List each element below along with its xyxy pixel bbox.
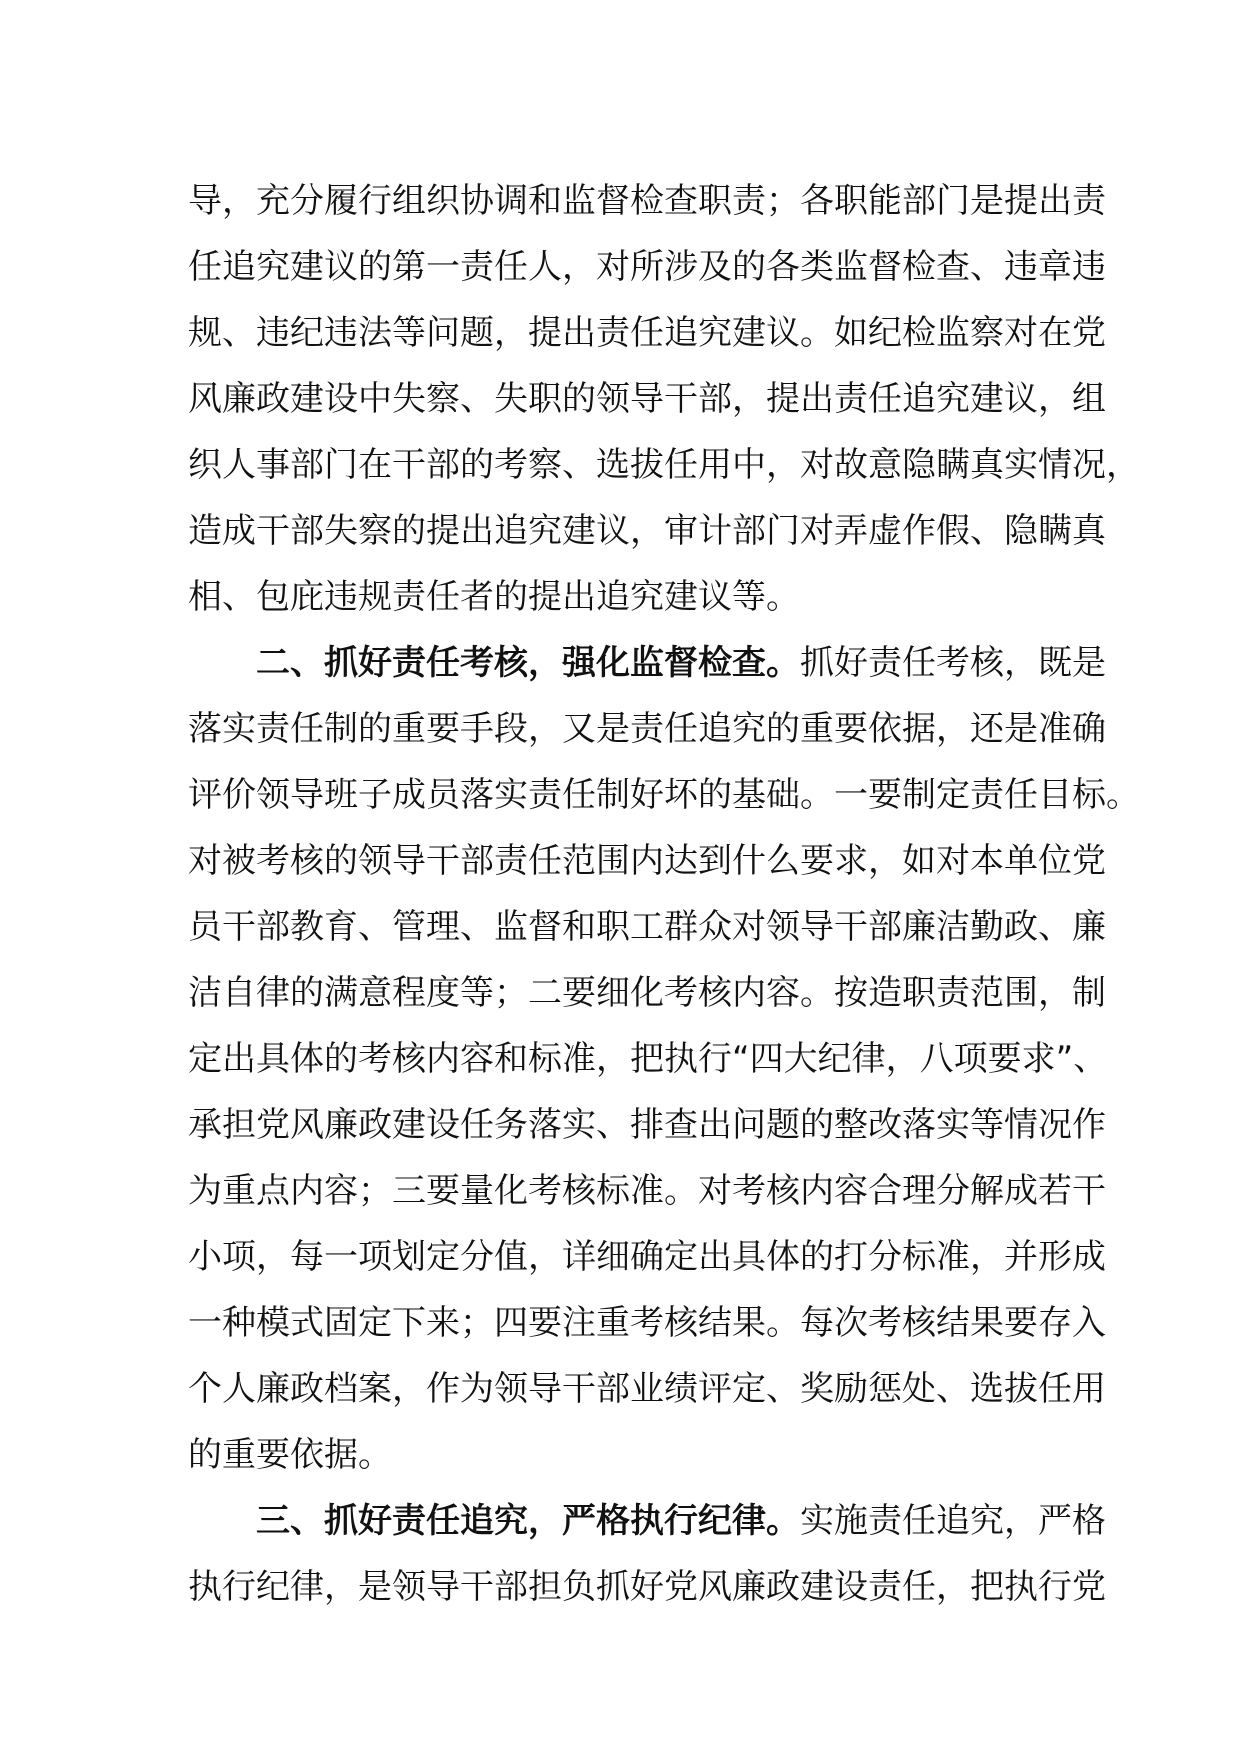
text-line: 任追究建议的第一责任人，对所涉及的各类监督检查、违章违 xyxy=(188,247,1106,287)
text-line: 为重点内容；三要量化考核标准。对考核内容合理分解成若干 xyxy=(188,1171,1106,1211)
text-line: 导，充分履行组织协调和监督检查职责；各职能部门是提出责 xyxy=(188,181,1106,221)
text-line: 评价领导班子成员落实责任制好坏的基础。一要制定责任目标。 xyxy=(188,775,1140,815)
text-line: 风廉政建设中失察、失职的领导干部，提出责任追究建议，组 xyxy=(188,379,1106,419)
text-line: 小项，每一项划定分值，详细确定出具体的打分标准，并形成 xyxy=(188,1237,1106,1277)
text-run: 实施责任追究，严格 xyxy=(800,1501,1106,1541)
text-line: 造成干部失察的提出追究建议，审计部门对弄虚作假、隐瞒真 xyxy=(188,511,1106,551)
paragraph-1 xyxy=(188,168,1140,630)
text-line: 员干部教育、管理、监督和职工群众对领导干部廉洁勤政、廉 xyxy=(188,907,1106,947)
section-heading: 二、抓好责任考核，强化监督检查。 xyxy=(256,643,800,683)
text-line: 相、包庇违规责任者的提出追究建议等。 xyxy=(188,577,800,617)
paragraph-3 xyxy=(188,1488,1106,1620)
section-heading: 三、抓好责任追究，严格执行纪律。 xyxy=(256,1501,800,1541)
text-line: 洁自律的满意程度等；二要细化考核内容。按造职责范围，制 xyxy=(188,973,1106,1013)
text-line: 对被考核的领导干部责任范围内达到什么要求，如对本单位党 xyxy=(188,841,1106,881)
paragraph-2 xyxy=(188,630,1140,1488)
text-line: 落实责任制的重要手段，又是责任追究的重要依据，还是准确 xyxy=(188,709,1106,749)
text-line: 规、违纪违法等问题，提出责任追究建议。如纪检监察对在党 xyxy=(188,313,1106,353)
text-line: 个人廉政档案，作为领导干部业绩评定、奖励惩处、选拔任用 xyxy=(188,1369,1106,1409)
paragraph-first-line xyxy=(188,1488,1106,1554)
text-line: 定出具体的考核内容和标准，把执行“四大纪律，八项要求”、 xyxy=(188,1039,1108,1079)
document-body xyxy=(188,168,1140,1620)
text-line: 承担党风廉政建设任务落实、排查出问题的整改落实等情况作 xyxy=(188,1105,1106,1145)
paragraph-first-line xyxy=(188,630,1106,696)
text-line: 的重要依据。 xyxy=(188,1435,392,1475)
text-line: 一种模式固定下来；四要注重考核结果。每次考核结果要存入 xyxy=(188,1303,1106,1343)
text-line: 织人事部门在干部的考察、选拔任用中，对故意隐瞒真实情况， xyxy=(188,445,1140,485)
text-run: 抓好责任考核，既是 xyxy=(800,643,1106,683)
text-line: 执行纪律，是领导干部担负抓好党风廉政建设责任，把执行党 xyxy=(188,1567,1106,1607)
